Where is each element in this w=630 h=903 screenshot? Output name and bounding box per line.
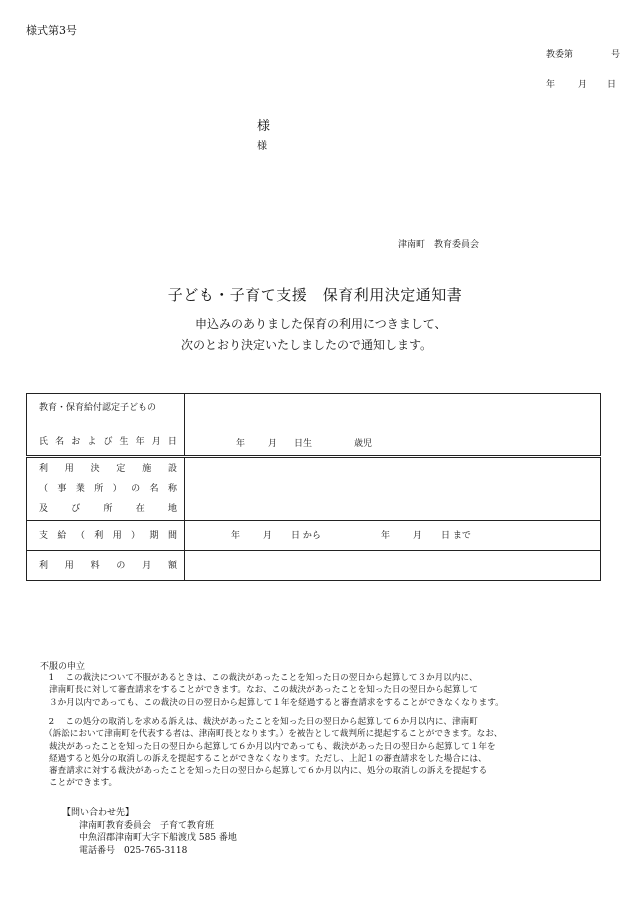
period-label-cell — [27, 521, 185, 551]
birth-date-field — [185, 437, 600, 455]
facility-label-char: の — [131, 484, 141, 494]
facility-label-char: 名 — [149, 484, 159, 494]
facility-label-char: 事 — [57, 484, 67, 494]
document-number-suffix: 号 — [611, 50, 621, 60]
facility-label-cell — [27, 458, 185, 521]
objection-p1-line: 1 この裁決について不服があるときは、この裁決があったことを知った日の翌日から起算して３か月以内に、 — [40, 673, 478, 683]
period-to-day: 日 まで — [441, 530, 471, 541]
contact-heading: 【問い合わせ先】 — [62, 808, 135, 818]
facility-label-line-1 — [27, 462, 184, 476]
child-label-char: 日 — [167, 436, 177, 447]
date-year: 年 — [546, 80, 556, 90]
child-label-char: 氏 — [39, 436, 49, 447]
document-date — [546, 77, 616, 90]
child-value-cell[interactable] — [185, 394, 601, 456]
fee-label-char: 額 — [167, 560, 177, 571]
facility-label-char: 所 — [103, 504, 113, 514]
period-label-char: 間 — [167, 530, 177, 541]
fee-value-cell[interactable] — [185, 551, 601, 581]
fee-label-char: 料 — [90, 560, 100, 571]
facility-label-char: 地 — [167, 504, 177, 514]
period-label-char: 期 — [149, 530, 159, 541]
child-info-table — [26, 393, 601, 456]
period-to-month: 月 — [413, 530, 423, 541]
date-month: 月 — [578, 80, 588, 90]
objection-p2-line: ことができます。 — [49, 778, 118, 789]
birth-month: 月 — [268, 439, 278, 449]
contact-block — [62, 807, 237, 857]
objection-paragraph-1 — [40, 672, 504, 709]
facility-label-line-2 — [27, 482, 184, 496]
addressee-honorific-1: 様 — [257, 119, 271, 134]
facility-label-char: ） — [112, 484, 122, 494]
period-to-year: 年 — [381, 530, 391, 541]
age-class: 歳児 — [354, 439, 373, 449]
objection-p1-line: ３か月以内であっても、この裁決の日の翌日から起算して１年を経過すると審査請求をすることができなくなります。 — [49, 697, 504, 708]
objection-paragraph-2 — [40, 716, 502, 790]
birth-day: 日生 — [294, 439, 313, 449]
lead-text-line-1: 申込みのありました保育の利用につきまして、 — [195, 317, 447, 331]
facility-label-char: 設 — [167, 464, 177, 474]
child-label-cell — [27, 394, 185, 456]
document-number-prefix: 教委第 — [546, 50, 574, 60]
facility-label-char: 用 — [64, 464, 74, 474]
period-label — [27, 529, 184, 543]
objection-p2-line: 経過すると処分の取消しの訴えを提起することができなくなります。ただし、上記１の審査請求をした場合には、 — [49, 753, 487, 764]
facility-label-char: 決 — [90, 464, 100, 474]
addressee-honorific-2: 様 — [257, 141, 267, 152]
contact-address: 中魚沼郡津南町大字下船渡戊 585 番地 — [79, 833, 237, 843]
facility-label-char: び — [71, 504, 81, 514]
birth-year: 年 — [236, 439, 246, 449]
objection-p2-line: （訴訟において津南町を代表する者は、津南町長となります。）を被告として裁判所に提起することができます。なお、 — [44, 729, 503, 740]
facility-info-table — [26, 457, 601, 581]
fee-label-char: 利 — [39, 560, 49, 571]
facility-label-char: 所 — [94, 484, 104, 494]
objection-p2-line: 2 この処分の取消しを求める訴えは、裁決があったことを知った日の翌日から起算して６か月以内に、津南町 — [40, 717, 478, 727]
facility-value-cell[interactable] — [185, 458, 601, 521]
document-number — [546, 47, 620, 60]
facility-label-char: 業 — [75, 484, 85, 494]
child-label-char: び — [103, 436, 113, 447]
objection-p1-line: 津南町長に対して審査請求をすることができます。なお、この裁決があったことを知った日の翌日から起算して — [49, 685, 478, 696]
period-label-char: 支 — [39, 530, 49, 541]
child-label-top: 教育・保育給付認定子どもの — [39, 402, 157, 413]
facility-label-char: 称 — [167, 484, 177, 494]
fee-label-char: の — [116, 560, 126, 571]
period-from-year: 年 — [231, 530, 241, 541]
fee-label-char: 用 — [64, 560, 74, 571]
child-label-bottom — [27, 435, 184, 449]
facility-label-char: （ — [39, 484, 49, 494]
period-label-char: ） — [131, 530, 141, 541]
period-label-char: 給 — [57, 530, 67, 541]
objection-p2-line: 裁決があったことを知った日の翌日から起算して６か月以内であっても、裁決があった日の翌日から起算して１年を — [49, 741, 496, 752]
objection-heading: 不服の申立 — [40, 662, 86, 672]
child-label-char: 年 — [135, 436, 145, 447]
facility-label-char: 施 — [142, 464, 152, 474]
child-label-char: 名 — [55, 436, 65, 447]
period-value-cell[interactable] — [185, 521, 601, 551]
facility-label-char: 及 — [39, 504, 49, 514]
issuer: 津南町 教育委員会 — [398, 240, 480, 250]
form-number: 様式第3号 — [26, 24, 77, 37]
page-title: 子ども・子育て支援 保育利用決定通知書 — [167, 286, 463, 304]
child-label-char: 生 — [119, 436, 129, 447]
objection-p2-line: 審査請求に対する裁決があったことを知った日の翌日から起算して６か月以内に、処分の取消しの訴えを提起する — [49, 766, 488, 777]
period-label-char: 利 — [94, 530, 104, 541]
period-from-day: 日 から — [291, 530, 321, 541]
date-day: 日 — [607, 80, 617, 90]
facility-label-line-3 — [27, 502, 184, 516]
fee-label-cell — [27, 551, 185, 581]
fee-label-char: 月 — [142, 560, 152, 571]
period-label-char: 用 — [112, 530, 122, 541]
lead-text-line-2: 次のとおり決定いたしましたので通知します。 — [181, 338, 433, 352]
facility-label-char: 在 — [135, 504, 145, 514]
contact-phone: 電話番号 025-765-3118 — [79, 845, 188, 856]
facility-label-char: 利 — [39, 464, 49, 474]
child-label-char: 月 — [151, 436, 161, 447]
period-field — [185, 529, 600, 543]
child-label-char: お — [71, 436, 81, 447]
fee-label — [27, 559, 184, 573]
period-label-char: （ — [75, 530, 85, 541]
period-from-month: 月 — [263, 530, 273, 541]
contact-department: 津南町教育委員会 子育て教育班 — [79, 820, 215, 831]
facility-label-char: 定 — [116, 464, 126, 474]
child-label-char: よ — [87, 436, 97, 447]
